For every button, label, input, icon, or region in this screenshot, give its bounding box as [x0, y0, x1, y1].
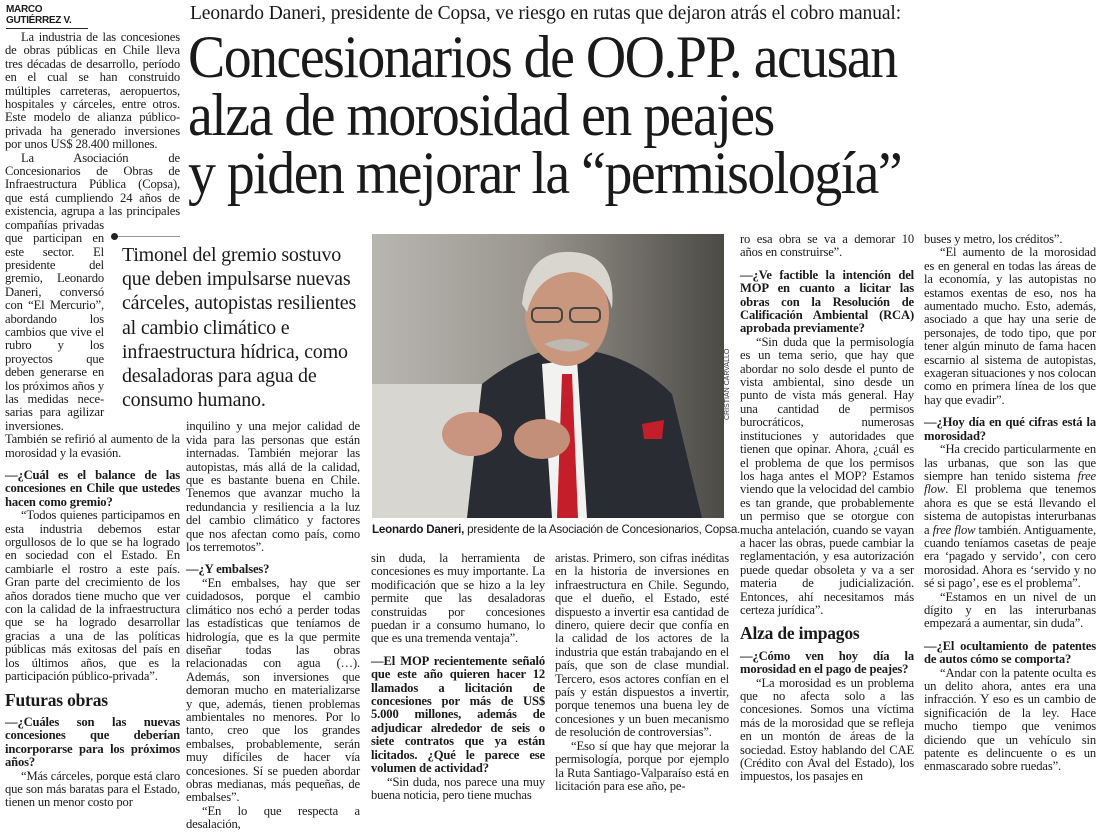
headline-line: y piden mejorar la “permisología” [188, 140, 902, 206]
answer: “La morosidad es un problema que no afecta solo a las concesiones. Somos una víctima más de la morosidad que se refleja en un montón de áreas de la sociedad. Estoy hablando del CAE (Crédito con Aval del Estado), los impuestos, los pasajes en [740, 675, 914, 784]
italic-term: free flow [932, 522, 976, 537]
deck: Timonel del gremio sostuvo que deben impulsarse nuevas cárceles, autopistas resilientes al cambio climático e infraestructura hídrica, como desaladoras para agua de consumo humano. [122, 244, 357, 412]
text: también. Antiguamente, cuando teníamos casetas de peaje era ‘pagado y servido’, con cero morosidad. Ahora es ‘servido y no sé si pago’, ese es el problema”. [924, 522, 1096, 591]
answer: sin duda, la herramienta de concesiones es muy importante. La modificación que se hizo a la ley permite que las desaladoras construidas por concesiones puedan ir a consumo humano, lo que es una tremenda ventaja”. [371, 551, 545, 646]
italic-term: free flow [924, 468, 1096, 497]
photo-credit: CRISTIÁN CARVALLO [724, 348, 731, 420]
answer: ro esa obra se va a demorar 10 años en construirse”. [740, 232, 914, 260]
answer: “El aumento de la morosidad es en general en todas las áreas de la economía, y las autopistas no estamos exentas de eso, nos ha aumentado mucho. Esto, además, asociado a que hay una serie de personajes, de todo tipo, que por tener algún minuto de fama hacen escarnio al sistema de autopistas, exageran situaciones y nos colocan como en primera línea de los que hay que evadir”. [924, 245, 1096, 407]
column-5 [740, 233, 914, 784]
paragraph: La industria de las concesiones de obras públicas en Chile lleva tres décadas de desarrollo, período en el cual se han construido múltiples carreteras, aeropuertos, hospitales y cárceles, entre otros. Este modelo de alianza público-privada ha generado inversiones por unos US$ 28.400 millones. [5, 30, 180, 152]
answer [924, 443, 1096, 590]
photo-leonardo-daneri [372, 234, 724, 518]
question: —El MOP recientemente señaló que este año quieren hacer 12 llamados a licitación de concesiones por más de US$ 5.000 millones, además de adjudicar alrededor de seis o siete contratos que ya están licitados. ¿Qué le parece ese volumen de actividad? [371, 653, 545, 776]
text: sarias para agilizar inversiones. También se refirió al aumento de la morosidad y la evasión. [5, 405, 180, 460]
headline-line: Concesionarios de OO.PP. acusan [188, 24, 897, 90]
answer: “En embalses, hay que ser cuidadosos, porque el cambio climático nos echó a perder todas las estadísticas que teníamos de hidrología, que es la que permite diseñar todas las obras relacionadas con agua (…). Además, son inversiones que demoran mucho en materializarse y que, además, tienen problemas ambientales no menores. Por lo tanto, creo que los grandes embalses, probablemente, serán muy difíciles de hacer vía concesiones. Sí se pueden abordar obras medianas, más pequeñas, de embalses”. [186, 575, 360, 805]
text: . El problema que tenemos ahora es que se está llevando el sistema de autopistas interurbanas a [924, 482, 1096, 537]
answer: “En lo que respecta a desalación, [186, 803, 360, 832]
answer: “Sin duda, nos parece una muy buena noticia, pero tiene muchas [371, 774, 545, 802]
column-6 [924, 233, 1096, 774]
question: —¿El ocultamiento de patentes de autos cómo se comporta? [924, 638, 1096, 667]
deck-and-column-2 [122, 243, 367, 832]
question: —¿Cuál es el balance de las concesiones en Chile que ustedes hacen como gremio? [5, 468, 180, 509]
question: —¿Ve factible la intención del MOP en cuanto a licitar las obras con la Resolución de Calificación Ambiental (RCA) aprobada previamente? [740, 267, 914, 336]
column-3 [371, 552, 545, 802]
answer: “Todos quienes participamos en esta industria debemos estar orgullosos de lo que se ha logrado en sociedad con el Estado. En cambiarle el rostro a este país. Gran parte del crecimiento de los años dorados tiene mucho que ver con la calidad de la infraestructura que se ha logrado desarrollar gracias a una de las políticas públicas más exitosas del país en los últimos años, que es la participación público-privada”. [5, 508, 180, 684]
byline: MARCO GUTIÉRREZ V. [6, 4, 88, 29]
answer: aristas. Primero, son cifras inéditas en la historia de inversiones en infraestructura en Chile. Segundo, que el dueño, el Estado, esté dispuesto a invertir esa cantidad de dinero, quiere decir que confía en la calidad de los actores de la industria que están trabajando en el país, que son de clase mundial. Tercero, esos actores confían en el país y están dispuestos a invertir, porque tenemos una buena ley de concesiones y un buen mecanismo de resolución de controversias”. [555, 551, 729, 740]
column-2 [186, 420, 360, 831]
answer: “Eso sí que hay que mejorar la permisología, porque por ejemplo la Ruta Santiago-Valparaíso está en licitación para ese año, pe- [555, 738, 729, 793]
answer: “Sin duda que la permisología es un tema serio, que hay que abordar no solo desde el punto de vista ambiental, sino desde un punto de vista más general. Hay una cantidad de permisos burocráticos, numerosas instituciones y autoridades que tienen que opinar. Ahora, ¿cuál es el problema de que los permisos los haga antes el MOP? Estamos viendo que la velocidad del cambio es tan grande, que probablemente un permiso que se otorgue con mucha antelación, cuando se vayan a hacer las obras, puede cambiar la reglamentación, y esa autorización puede quedar obsoleta y va a ser materia de judicialización. Entonces, ahí necesitamos más certeza jurídica”. [740, 334, 914, 617]
caption-text: presidente de la Asociación de Concesionarios, Copsa. [464, 523, 741, 536]
answer: “Más cárceles, porque está claro que son más baratas para el Estado, tienen un menor costo por [5, 768, 180, 810]
question: —¿Cómo ven hoy día la morosidad en el pago de peajes? [740, 648, 914, 677]
answer: “Estamos en un nivel de un dígito y en las interurbanas empezará a aumentar, sin duda”. [924, 589, 1096, 631]
answer: inquilino y una mejor calidad de vida para las personas que están internadas. También mejorar las autopistas, más allá de la calidad, que es bastante buena en Chile. Tenemos que avanzar mucho la redundancia y resiliencia a la luz del cambio climático y factores que nos afectan como país, como los terremotos”. [186, 419, 360, 555]
answer: “Andar con la patente oculta es un delito ahora, antes era una infracción. Y eso es un cambio de significación de la ley. Hace mucho tiempo que venimos diciendo que un vehículo sin patente es delincuente o es un enmascarado sobre ruedas”. [924, 665, 1096, 774]
question: —¿Cuáles son las nuevas concesiones que deberían incorporarse para los próximos años? [5, 714, 180, 770]
column-4 [555, 552, 729, 793]
answer: buses y metro, los créditos”. [924, 232, 1063, 246]
section-heading: Alza de impagos [740, 623, 860, 644]
text: “Ha crecido particularmente en las urbanas, que son las que siempre han tenido sistema [924, 442, 1096, 483]
caption-name: Leonardo Daneri, [372, 523, 465, 536]
headline-line: alza de morosidad en peajes [188, 82, 774, 148]
headline [188, 24, 1036, 206]
deck-rule [114, 236, 180, 237]
kicker: Leonardo Daneri, presidente de Copsa, ve riesgo en rutas que dejaron atrás el cobro manual: [190, 3, 902, 24]
text: participan en este sector. El presidente del gremio, Leonardo Daneri, conversó con “El Mercurio”, abordando los cambios que vive el rubro y los proyectos que deben generarse en los próximos años y las medidas nece- [5, 231, 105, 406]
photo-caption [372, 523, 740, 536]
section-heading: Futuras obras [5, 689, 108, 710]
deck-bullet-icon [111, 233, 118, 240]
question: —¿Y embalses? [186, 562, 270, 577]
question: —¿Hoy día en qué cifras está la morosidad? [924, 415, 1096, 443]
text: La Asociación de Concesionarios de Obras de Infraestructura Pública (Copsa), que está cumpliendo 24 años de existencia, agrupa a las principales compañías privadas que [5, 150, 180, 246]
